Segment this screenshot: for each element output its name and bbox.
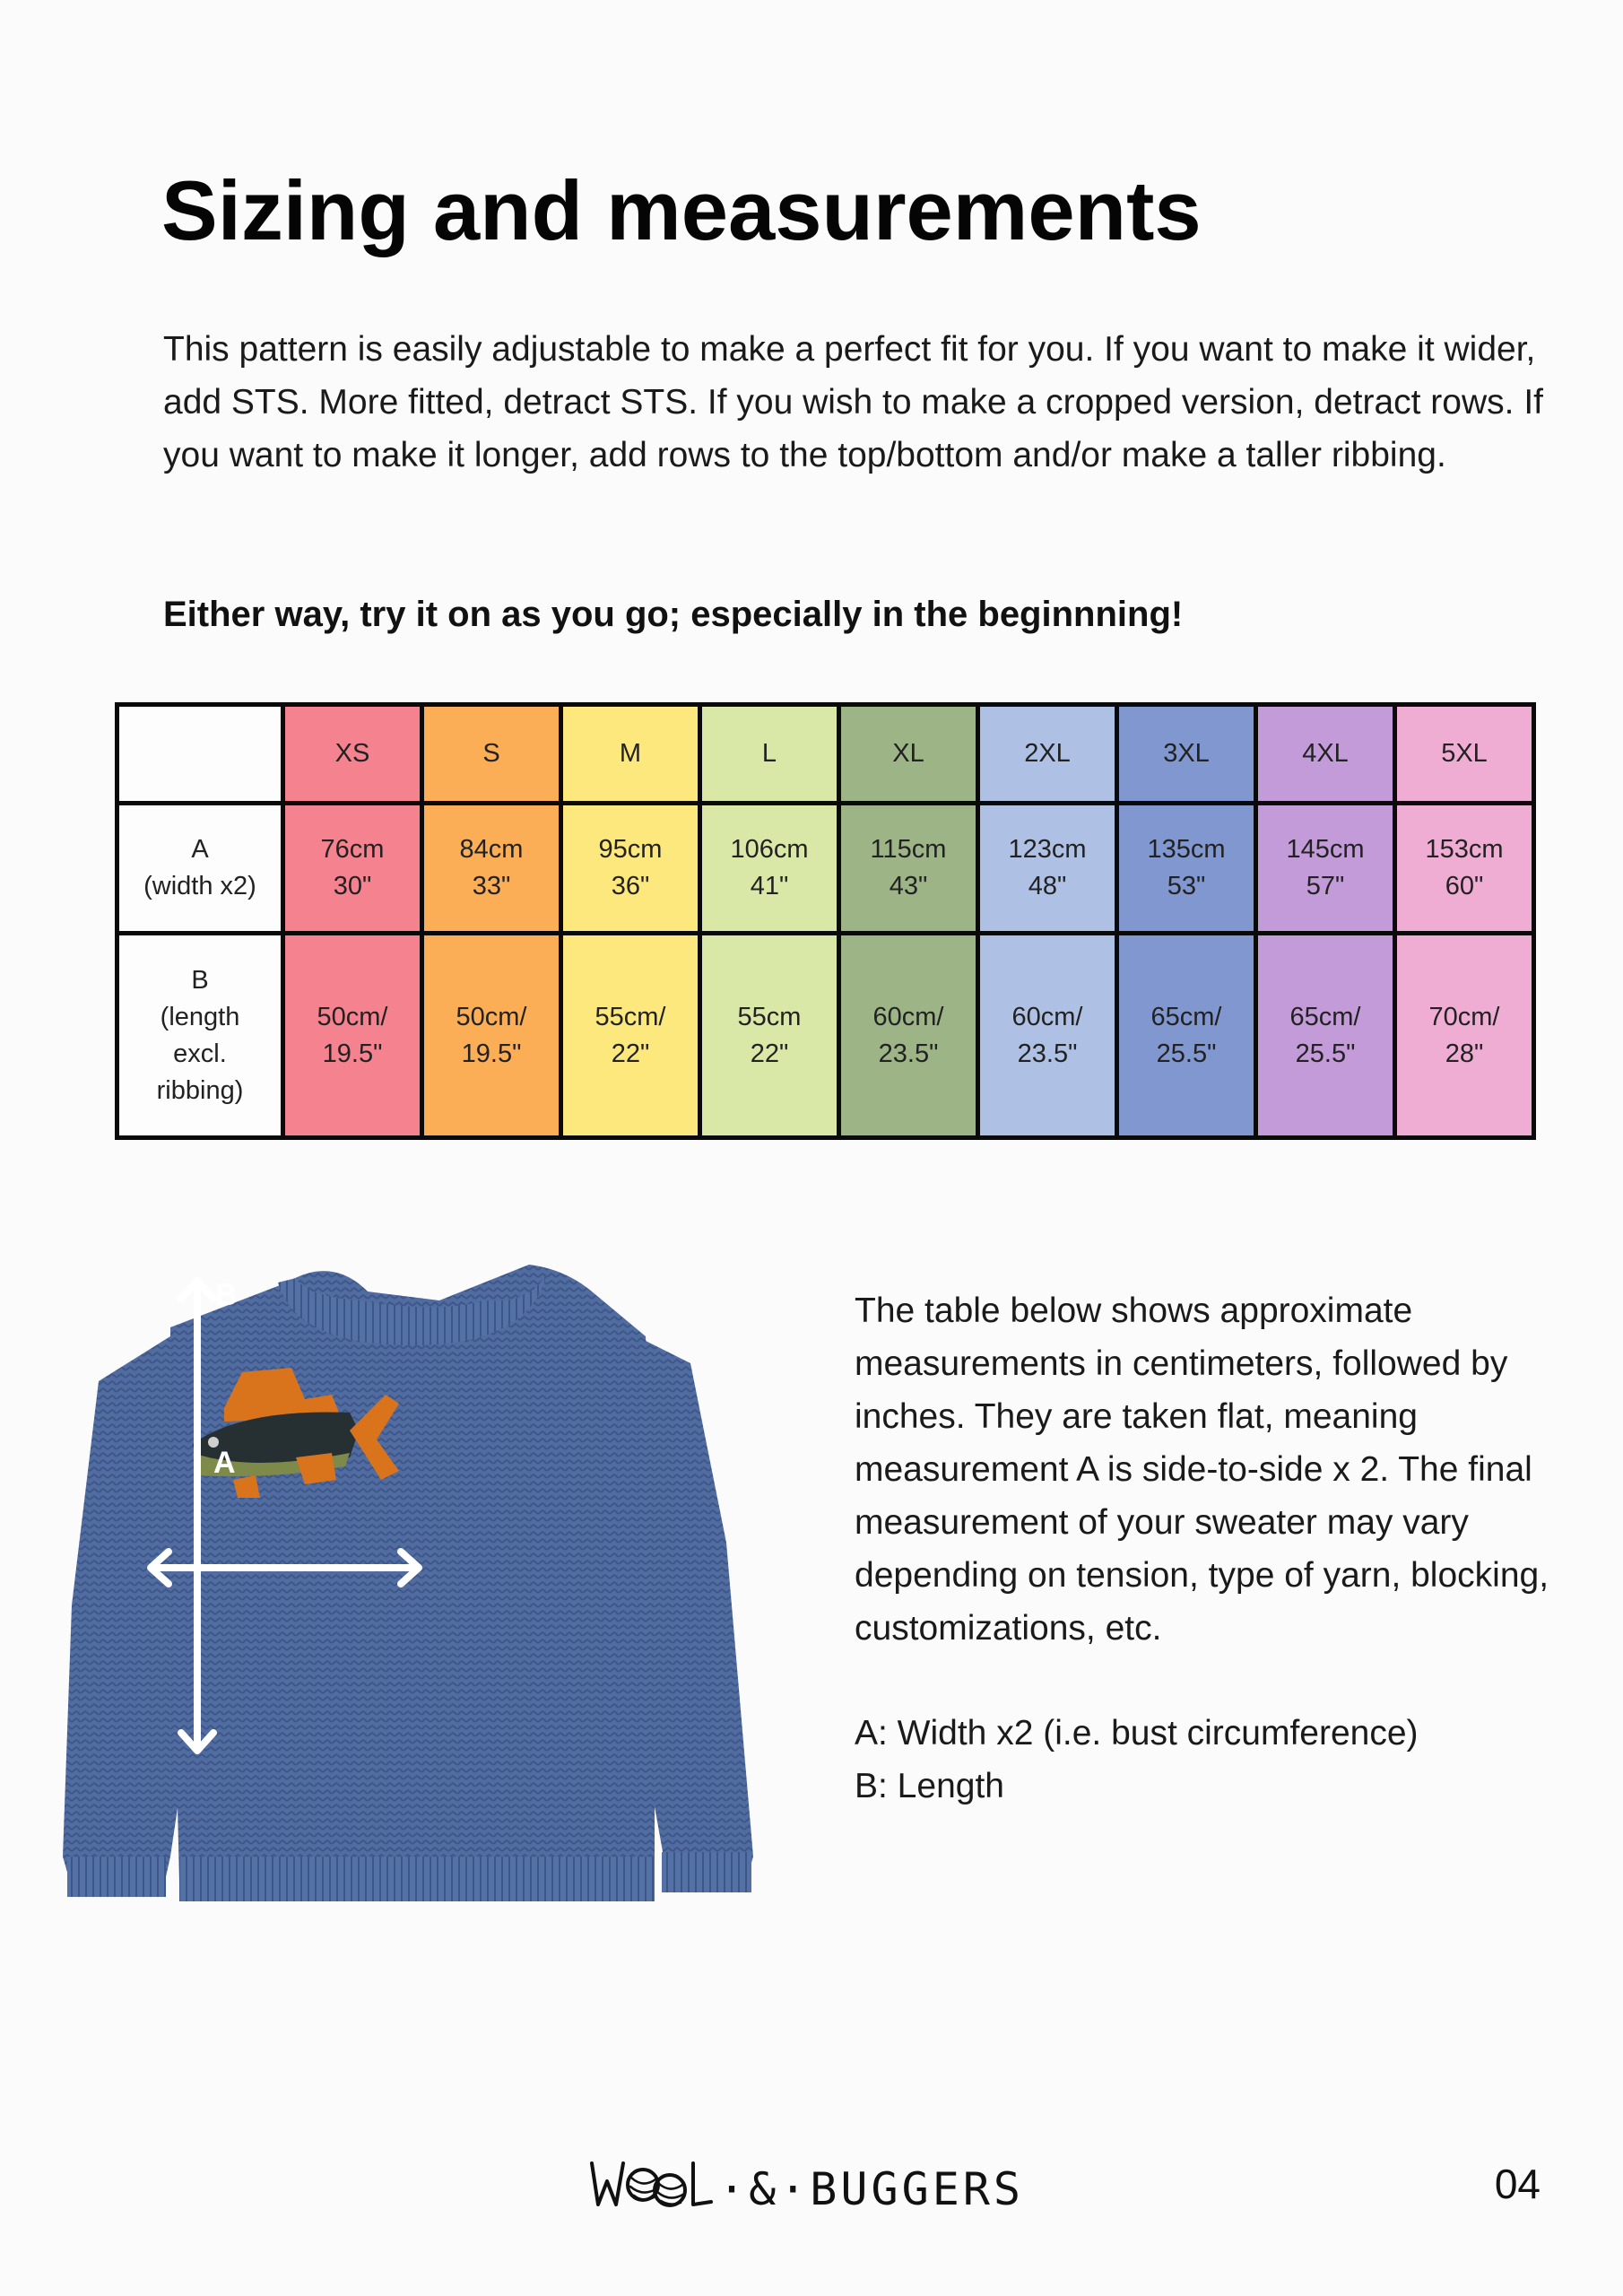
- width-cell: 76cm 30": [283, 804, 422, 934]
- row-b: [117, 934, 1534, 1138]
- length-cell: 55cm/ 22": [561, 934, 700, 1138]
- length-cell: 60cm/ 23.5": [839, 934, 978, 1138]
- row-a: [117, 804, 1534, 934]
- legend-a: A: Width x2 (i.e. bust circumference): [855, 1714, 1419, 1752]
- length-cell: 65cm/ 25.5": [1256, 934, 1395, 1138]
- measurements-explanation: The table below shows approximate measurements in centimeters, followed by inches. They are taken flat, meaning measurement A is side-to-side x 2. The final measurement of your sweater may vary depending on tension, type of yarn, blocking, customizations, etc.: [855, 1292, 1549, 1648]
- size-header-m: M: [561, 705, 700, 804]
- width-cell: 135cm 53": [1117, 804, 1256, 934]
- legend-b: B: Length: [855, 1767, 1004, 1805]
- row-a-label: A (width x2): [117, 804, 283, 934]
- width-cell: 95cm 36": [561, 804, 700, 934]
- size-header-xl: XL: [839, 705, 978, 804]
- brand-logo: [587, 2152, 1054, 2215]
- left-cuff: [67, 1857, 166, 1897]
- row-b-label: B (length excl. ribbing): [117, 934, 283, 1138]
- emphasis-note: Either way, try it on as you go; especially in the beginnning!: [163, 595, 1184, 634]
- size-header-5xl: 5XL: [1395, 705, 1534, 804]
- corner-cell: [117, 705, 283, 804]
- size-header-row: [117, 705, 1534, 804]
- hem-ribbing: [179, 1857, 655, 1901]
- size-header-3xl: 3XL: [1117, 705, 1256, 804]
- width-cell: 115cm 43": [839, 804, 978, 934]
- right-cuff: [662, 1852, 751, 1892]
- size-header-2xl: 2XL: [978, 705, 1117, 804]
- width-cell: 123cm 48": [978, 804, 1117, 934]
- width-cell: 153cm 60": [1395, 804, 1534, 934]
- width-cell: 106cm 41": [700, 804, 839, 934]
- length-cell: 70cm/ 28": [1395, 934, 1534, 1138]
- intro-paragraph: This pattern is easily adjustable to make a perfect fit for you. If you want to make it wider, add STS. More fitted, detract STS. If you wish to make a cropped version, detract rows. If you want to make it longer, add rows to the top/bottom and/or make a taller ribbing.: [163, 330, 1543, 474]
- size-header-l: L: [700, 705, 839, 804]
- width-cell: 84cm 33": [422, 804, 561, 934]
- page-title: Sizing and measurements: [161, 163, 1202, 257]
- brand-text: ·&·BUGGERS: [718, 2163, 1025, 2215]
- size-header-xs: XS: [283, 705, 422, 804]
- label-b: B: [215, 1278, 238, 1312]
- measurement-legend: [855, 1707, 1554, 1813]
- size-header-s: S: [422, 705, 561, 804]
- length-cell: 50cm/ 19.5": [283, 934, 422, 1138]
- length-cell: 50cm/ 19.5": [422, 934, 561, 1138]
- yarn-ball-icon: [655, 2175, 685, 2205]
- logo-letter-w: [592, 2163, 623, 2205]
- page-number: 04: [1494, 2161, 1541, 2207]
- size-table: [115, 702, 1536, 1140]
- length-cell: 60cm/ 23.5": [978, 934, 1117, 1138]
- yarn-ball-icon: [628, 2170, 658, 2200]
- logo-letter-l: [693, 2163, 711, 2205]
- length-cell: 65cm/ 25.5": [1117, 934, 1256, 1138]
- sweater-photo: [63, 1229, 762, 1928]
- size-header-4xl: 4XL: [1256, 705, 1395, 804]
- label-a: A: [213, 1446, 236, 1480]
- width-cell: 145cm 57": [1256, 804, 1395, 934]
- length-cell: 55cm 22": [700, 934, 839, 1138]
